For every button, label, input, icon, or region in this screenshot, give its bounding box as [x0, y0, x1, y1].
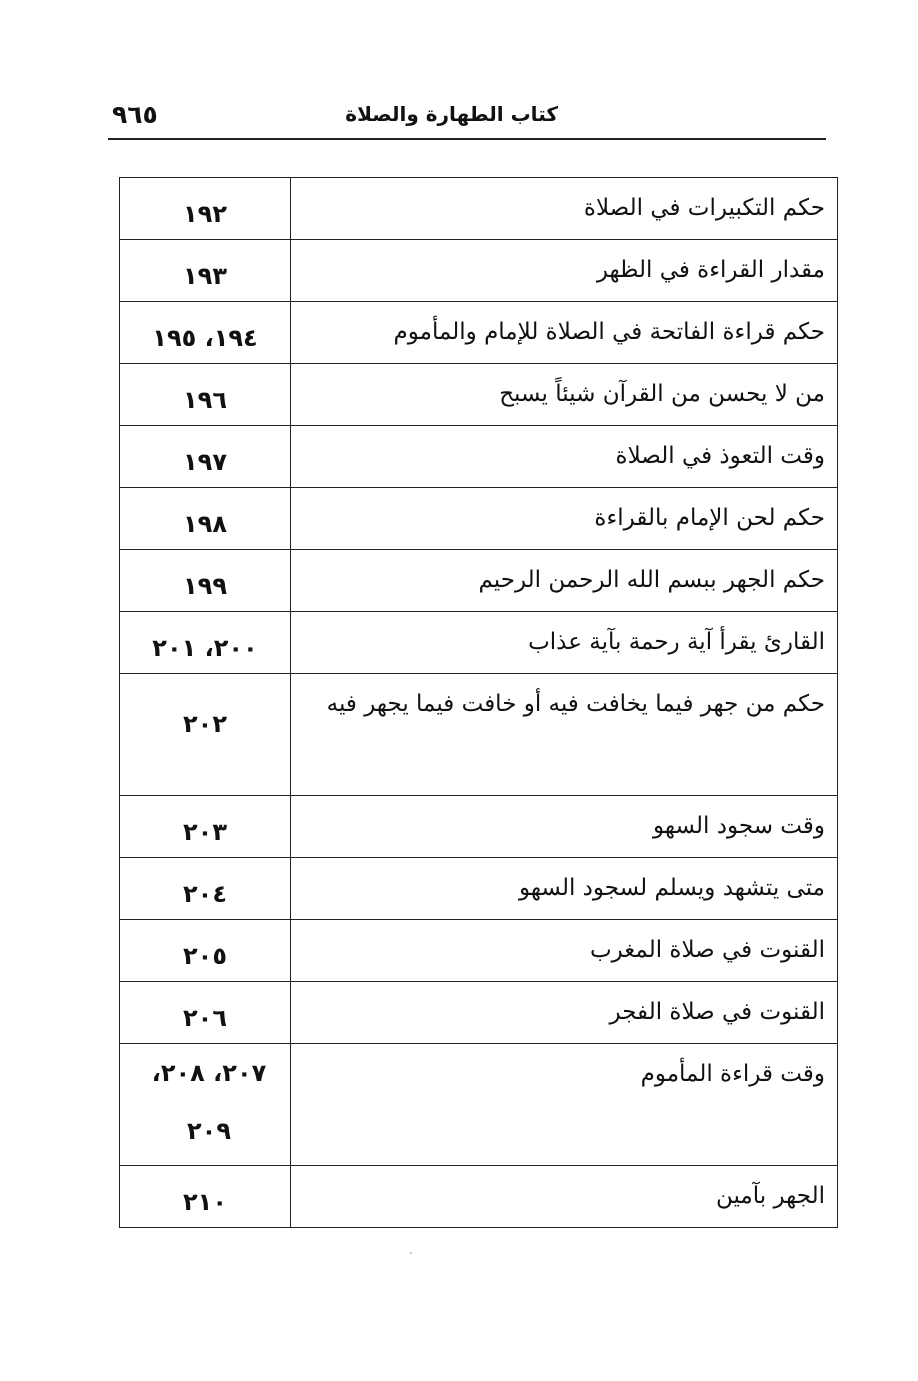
- table-row: [120, 302, 838, 364]
- pages-cell: ٢٠٣: [120, 796, 291, 858]
- pages-cell: ١٩٤، ١٩٥: [120, 302, 291, 364]
- table-row: [120, 240, 838, 302]
- pages-cell: ١٩٣: [120, 240, 291, 302]
- pages-cell: ١٩٢: [120, 178, 291, 240]
- table-row: [120, 426, 838, 488]
- topic-cell: الجهر بآمين: [291, 1166, 838, 1228]
- table-row: [120, 364, 838, 426]
- topic-cell: حكم التكبيرات في الصلاة: [291, 178, 838, 240]
- table-row: [120, 550, 838, 612]
- topic-cell: من لا يحسن من القرآن شيئاً يسبح: [291, 364, 838, 426]
- pages-cell: ٢٠٦: [120, 982, 291, 1044]
- table-row: [120, 674, 838, 796]
- topic-cell: حكم لحن الإمام بالقراءة: [291, 488, 838, 550]
- pages-cell: ١٩٦: [120, 364, 291, 426]
- table-row: [120, 1166, 838, 1228]
- print-speck: [410, 1252, 412, 1254]
- pages-cell: ١٩٩: [120, 550, 291, 612]
- page-header: [108, 98, 826, 140]
- topic-cell: القنوت في صلاة الفجر: [291, 982, 838, 1044]
- topic-cell: وقت سجود السهو: [291, 796, 838, 858]
- table-row: [120, 920, 838, 982]
- topic-cell: حكم من جهر فيما يخافت فيه أو خافت فيما يجهر فيه: [291, 674, 838, 796]
- pages-cell: ٢٠٤: [120, 858, 291, 920]
- index-table: [119, 177, 838, 1228]
- pages-cell: ٢٠٠، ٢٠١: [120, 612, 291, 674]
- topic-cell: القارئ يقرأ آية رحمة بآية عذاب: [291, 612, 838, 674]
- table-row: [120, 612, 838, 674]
- book-title: كتاب الطهارة والصلاة: [345, 102, 558, 126]
- table-row: [120, 488, 838, 550]
- topic-cell: وقت التعوذ في الصلاة: [291, 426, 838, 488]
- topic-cell: مقدار القراءة في الظهر: [291, 240, 838, 302]
- pages-cell: ١٩٧: [120, 426, 291, 488]
- table-row: [120, 1044, 838, 1166]
- topic-cell: وقت قراءة المأموم: [291, 1044, 838, 1166]
- page-number: ٩٦٥: [112, 100, 158, 129]
- table-row: [120, 858, 838, 920]
- topic-cell: متى يتشهد ويسلم لسجود السهو: [291, 858, 838, 920]
- pages-cell: ٢٠٥: [120, 920, 291, 982]
- topic-cell: حكم الجهر ببسم الله الرحمن الرحيم: [291, 550, 838, 612]
- pages-cell: ٢٠٢: [120, 674, 291, 796]
- table-row: [120, 982, 838, 1044]
- pages-cell: ٢١٠: [120, 1166, 291, 1228]
- pages-cell: ١٩٨: [120, 488, 291, 550]
- topic-cell: حكم قراءة الفاتحة في الصلاة للإمام والمأموم: [291, 302, 838, 364]
- pages-cell: ٢٠٧، ٢٠٨، ٢٠٩: [120, 1044, 291, 1166]
- table-row: [120, 796, 838, 858]
- topic-cell: القنوت في صلاة المغرب: [291, 920, 838, 982]
- table-row: [120, 178, 838, 240]
